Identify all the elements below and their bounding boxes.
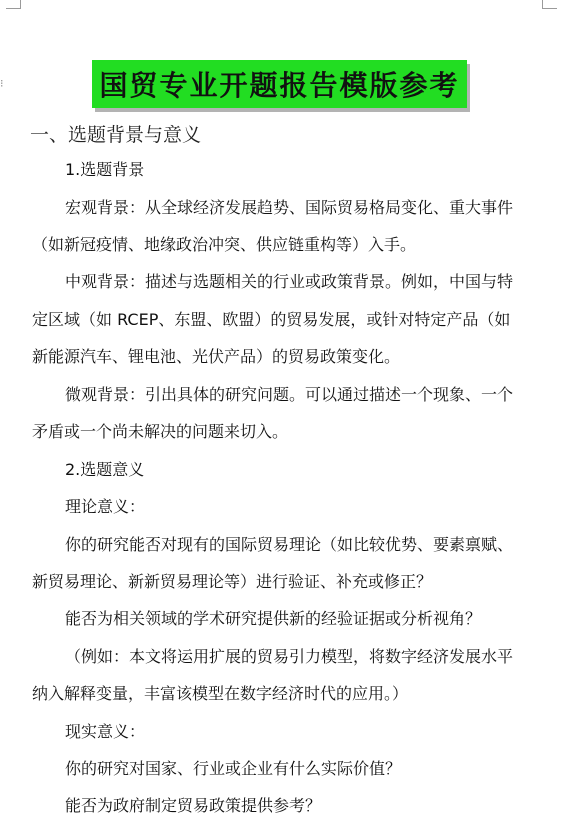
- paragraph-line[interactable]: 理论意义：: [65, 497, 146, 516]
- paragraph-mark-icon: ⁝: [0, 77, 4, 90]
- paragraph-line[interactable]: 新能源汽车、锂电池、光伏产品）的贸易政策变化。: [32, 347, 401, 366]
- paragraph-line[interactable]: 纳入解释变量，丰富该模型在数字经济时代的应用。）: [32, 684, 409, 703]
- document-title[interactable]: 国贸专业开题报告模版参考: [92, 60, 467, 108]
- paragraph-line[interactable]: 你的研究对国家、行业或企业有什么实际价值？: [65, 759, 402, 778]
- paragraph-line[interactable]: 你的研究能否对现有的国际贸易理论（如比较优势、要素禀赋、: [65, 535, 514, 554]
- paragraph-line[interactable]: 能否为相关领域的学术研究提供新的经验证据或分析视角？: [65, 609, 482, 628]
- document-title-block: [92, 60, 467, 112]
- paragraph-line[interactable]: 定区域（如 RCEP、东盟、欧盟）的贸易发展，或针对特定产品（如: [32, 310, 511, 329]
- paragraph-line[interactable]: 能否为政府制定贸易政策提供参考？: [65, 796, 322, 815]
- paragraph-line[interactable]: 现实意义：: [65, 722, 146, 741]
- paragraph-line[interactable]: 矛盾或一个尚未解决的问题来切入。: [32, 422, 289, 441]
- paragraph-line[interactable]: （如新冠疫情、地缘政治冲突、供应链重构等）入手。: [32, 235, 417, 254]
- page-corner-mark-right: [542, 0, 557, 9]
- paragraph-line[interactable]: 宏观背景：从全球经济发展趋势、国际贸易格局变化、重大事件: [65, 198, 514, 217]
- section-heading[interactable]: 一、选题背景与意义: [30, 124, 202, 146]
- paragraph-line[interactable]: （例如：本文将运用扩展的贸易引力模型，将数字经济发展水平: [65, 647, 514, 666]
- paragraph-line[interactable]: 新贸易理论、新新贸易理论等）进行验证、补充或修正？: [32, 572, 433, 591]
- subheading-background[interactable]: 1.选题背景: [65, 160, 145, 179]
- paragraph-line[interactable]: 中观背景：描述与选题相关的行业或政策背景。例如，中国与特: [65, 272, 514, 291]
- paragraph-line[interactable]: 微观背景：引出具体的研究问题。可以通过描述一个现象、一个: [65, 385, 514, 404]
- page-corner-mark-left: [6, 0, 21, 9]
- subheading-significance[interactable]: 2.选题意义: [65, 460, 145, 479]
